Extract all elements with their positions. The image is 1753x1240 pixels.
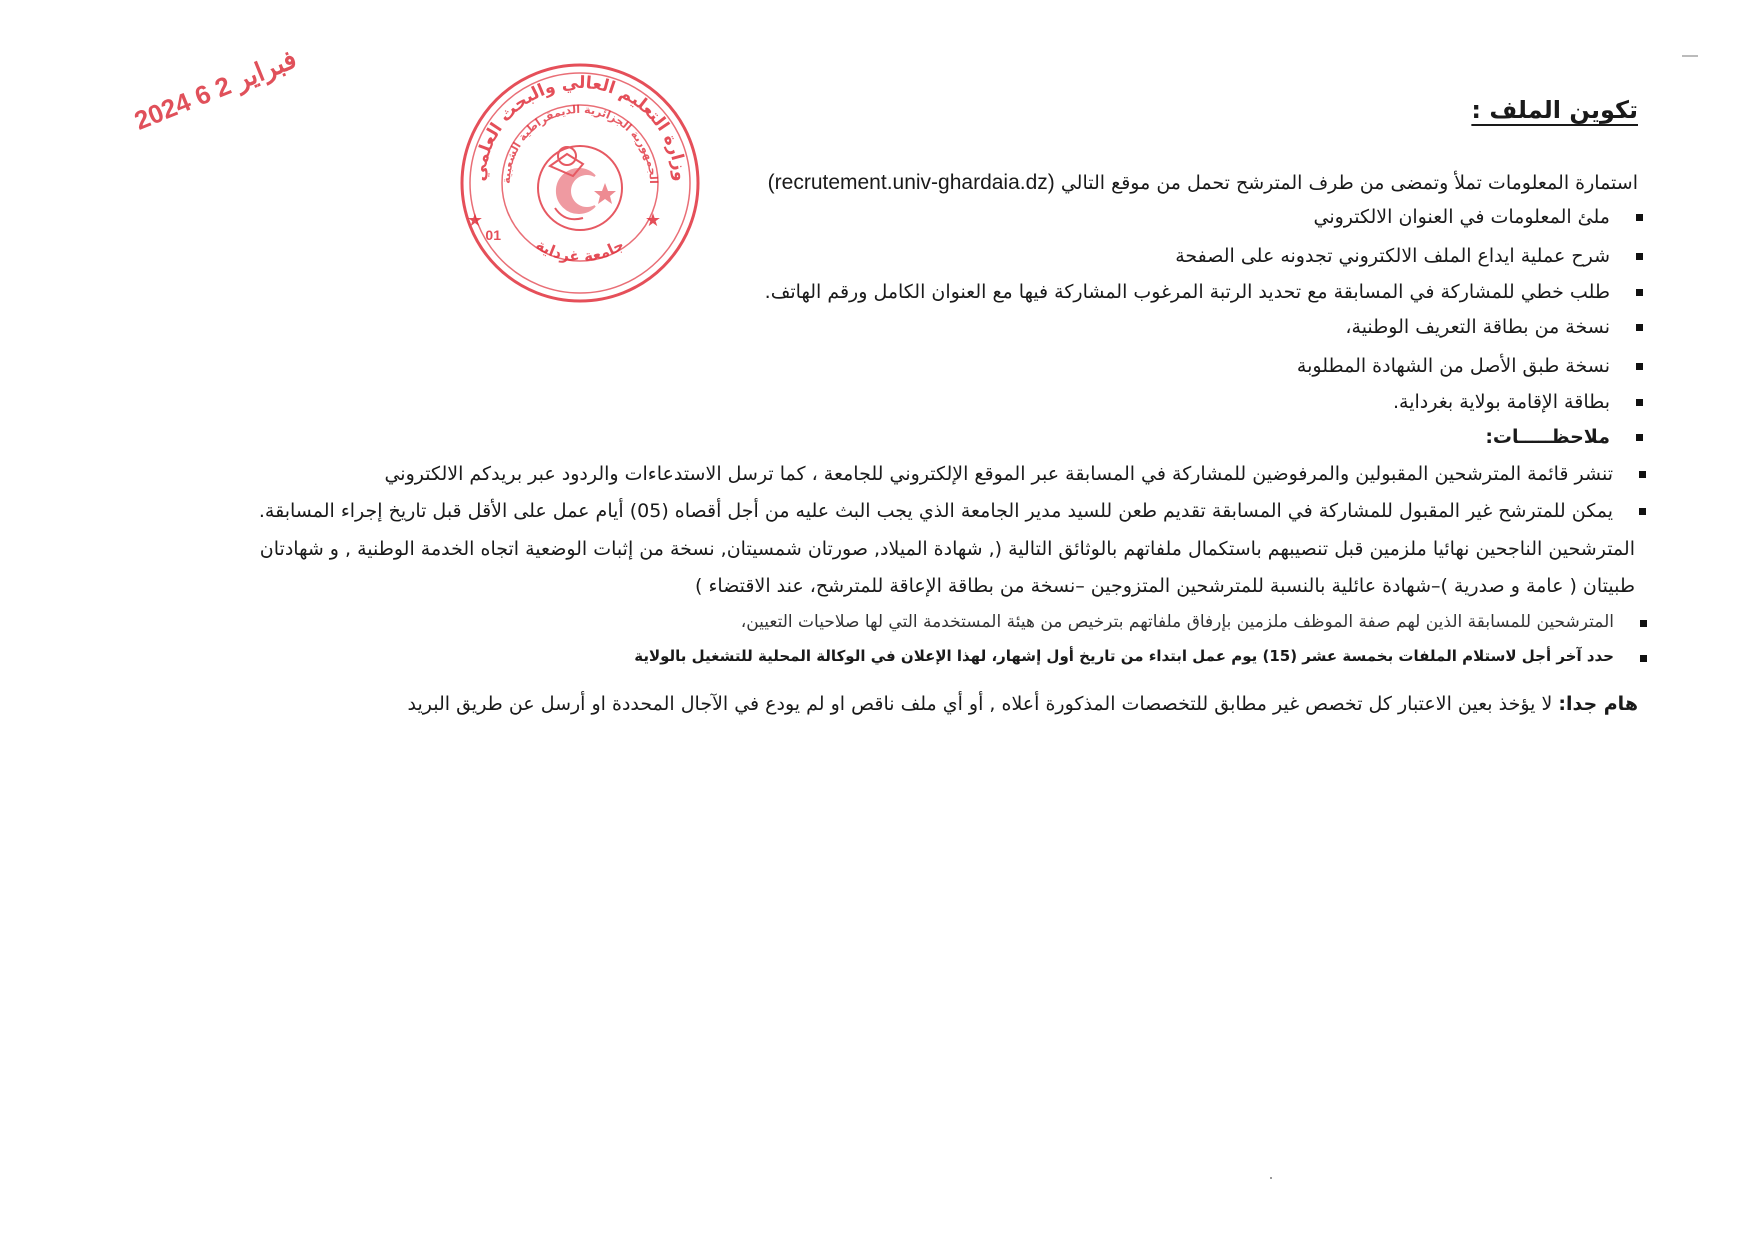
seal-text-bottom: جامعة غرداية [532, 235, 628, 266]
list-item: نسخة من بطاقة التعريف الوطنية، [1345, 316, 1610, 338]
note-item: المترشحين للمسابقة الذين لهم صفة الموظف ملزمين بإرفاق ملفاتهم بترخيص من هيئة المستخدمة التي لها صلاحيات التعيين، [740, 612, 1614, 632]
note-item: تنشر قائمة المترشحين المقبولين والمرفوضين للمشاركة في المسابقة عبر الموقع الإلكتروني للجامعة ، كما ترسل الاستدعاءات والردود عبر بريدكم الالكتروني [384, 463, 1613, 485]
intro-text: استمارة المعلومات تملأ وتمضى من طرف المترشح تحمل من موقع التالي [1060, 172, 1638, 194]
seal-text-top: وزارة التعليم العالي والبحث العلمي [469, 72, 691, 183]
note-paragraph-line: طبيتان ( عامة و صدرية )–شهادة عائلية بالنسبة للمترشحين المتزوجين –نسخة من بطاقة الإعاقة للمترشح، عند الاقتضاء ) [695, 575, 1635, 597]
important-note [407, 695, 1638, 714]
note-paragraph-line: المترشحين الناجحين نهائيا ملزمين قبل تنصيبهم باستكمال ملفاتهم بالوثائق التالية (, شهادة الميلاد, صورتان شمسيتان, نسخة من إثبات الوضعية اتجاه الخدمة الوطنية , و شهادتان [259, 538, 1635, 560]
important-text: لا يؤخذ بعين الاعتبار كل تخصص غير مطابق للتخصصات المذكورة أعلاه , أو أي ملف ناقص او لم يودع في الآجال المحددة او أرسل عن طريق البريد [407, 693, 1553, 715]
date-stamp: 2024 فبراير 2 6 [130, 43, 301, 136]
list-item: نسخة طبق الأصل من الشهادة المطلوبة [1296, 355, 1610, 377]
university-seal [455, 58, 705, 308]
seal-number: 01 [485, 227, 501, 243]
section-title: تكوين الملف : [1471, 96, 1638, 124]
website-link[interactable]: (recrutement.univ-ghardaia.dz) [767, 171, 1055, 194]
list-item: شرح عملية ايداع الملف الالكتروني تجدونه على الصفحة [1175, 245, 1610, 267]
emblem-icon [538, 146, 622, 230]
note-item: حدد آخر أجل لاستلام الملفات بخمسة عشر (15) يوم عمل ابتداء من تاريخ أول إشهار، لهذا الإعلان في الوكالة المحلية للتشغيل بالولاية [634, 647, 1614, 665]
seal-star-right: ★ [644, 210, 661, 231]
list-item: طلب خطي للمشاركة في المسابقة مع تحديد الرتبة المرغوب المشاركة فيها مع العنوان الكامل ورقم الهاتف. [764, 281, 1610, 303]
important-label: هام جدا: [1558, 693, 1638, 715]
notes-heading: ملاحظـــــات: [1485, 426, 1610, 448]
list-item: بطاقة الإقامة بولاية بغرداية. [1392, 391, 1610, 413]
seal-text-inner: الجمهورية الجزائرية الديمقراطية الشعبية [499, 102, 661, 185]
seal-star-left: ★ [466, 210, 483, 231]
intro-line [768, 172, 1638, 193]
scan-mark [1682, 55, 1698, 57]
list-item: ملئ المعلومات في العنوان الالكتروني [1313, 206, 1610, 228]
note-item: يمكن للمترشح غير المقبول للمشاركة في المسابقة تقديم طعن للسيد مدير الجامعة الذي يجب البث عليه من أجل أقصاه (05) أيام عمل على الأقل قبل تاريخ إجراء المسابقة. [258, 500, 1613, 522]
scan-speck [1270, 1177, 1272, 1179]
svg-text:جامعة غرداية [533, 235, 628, 265]
